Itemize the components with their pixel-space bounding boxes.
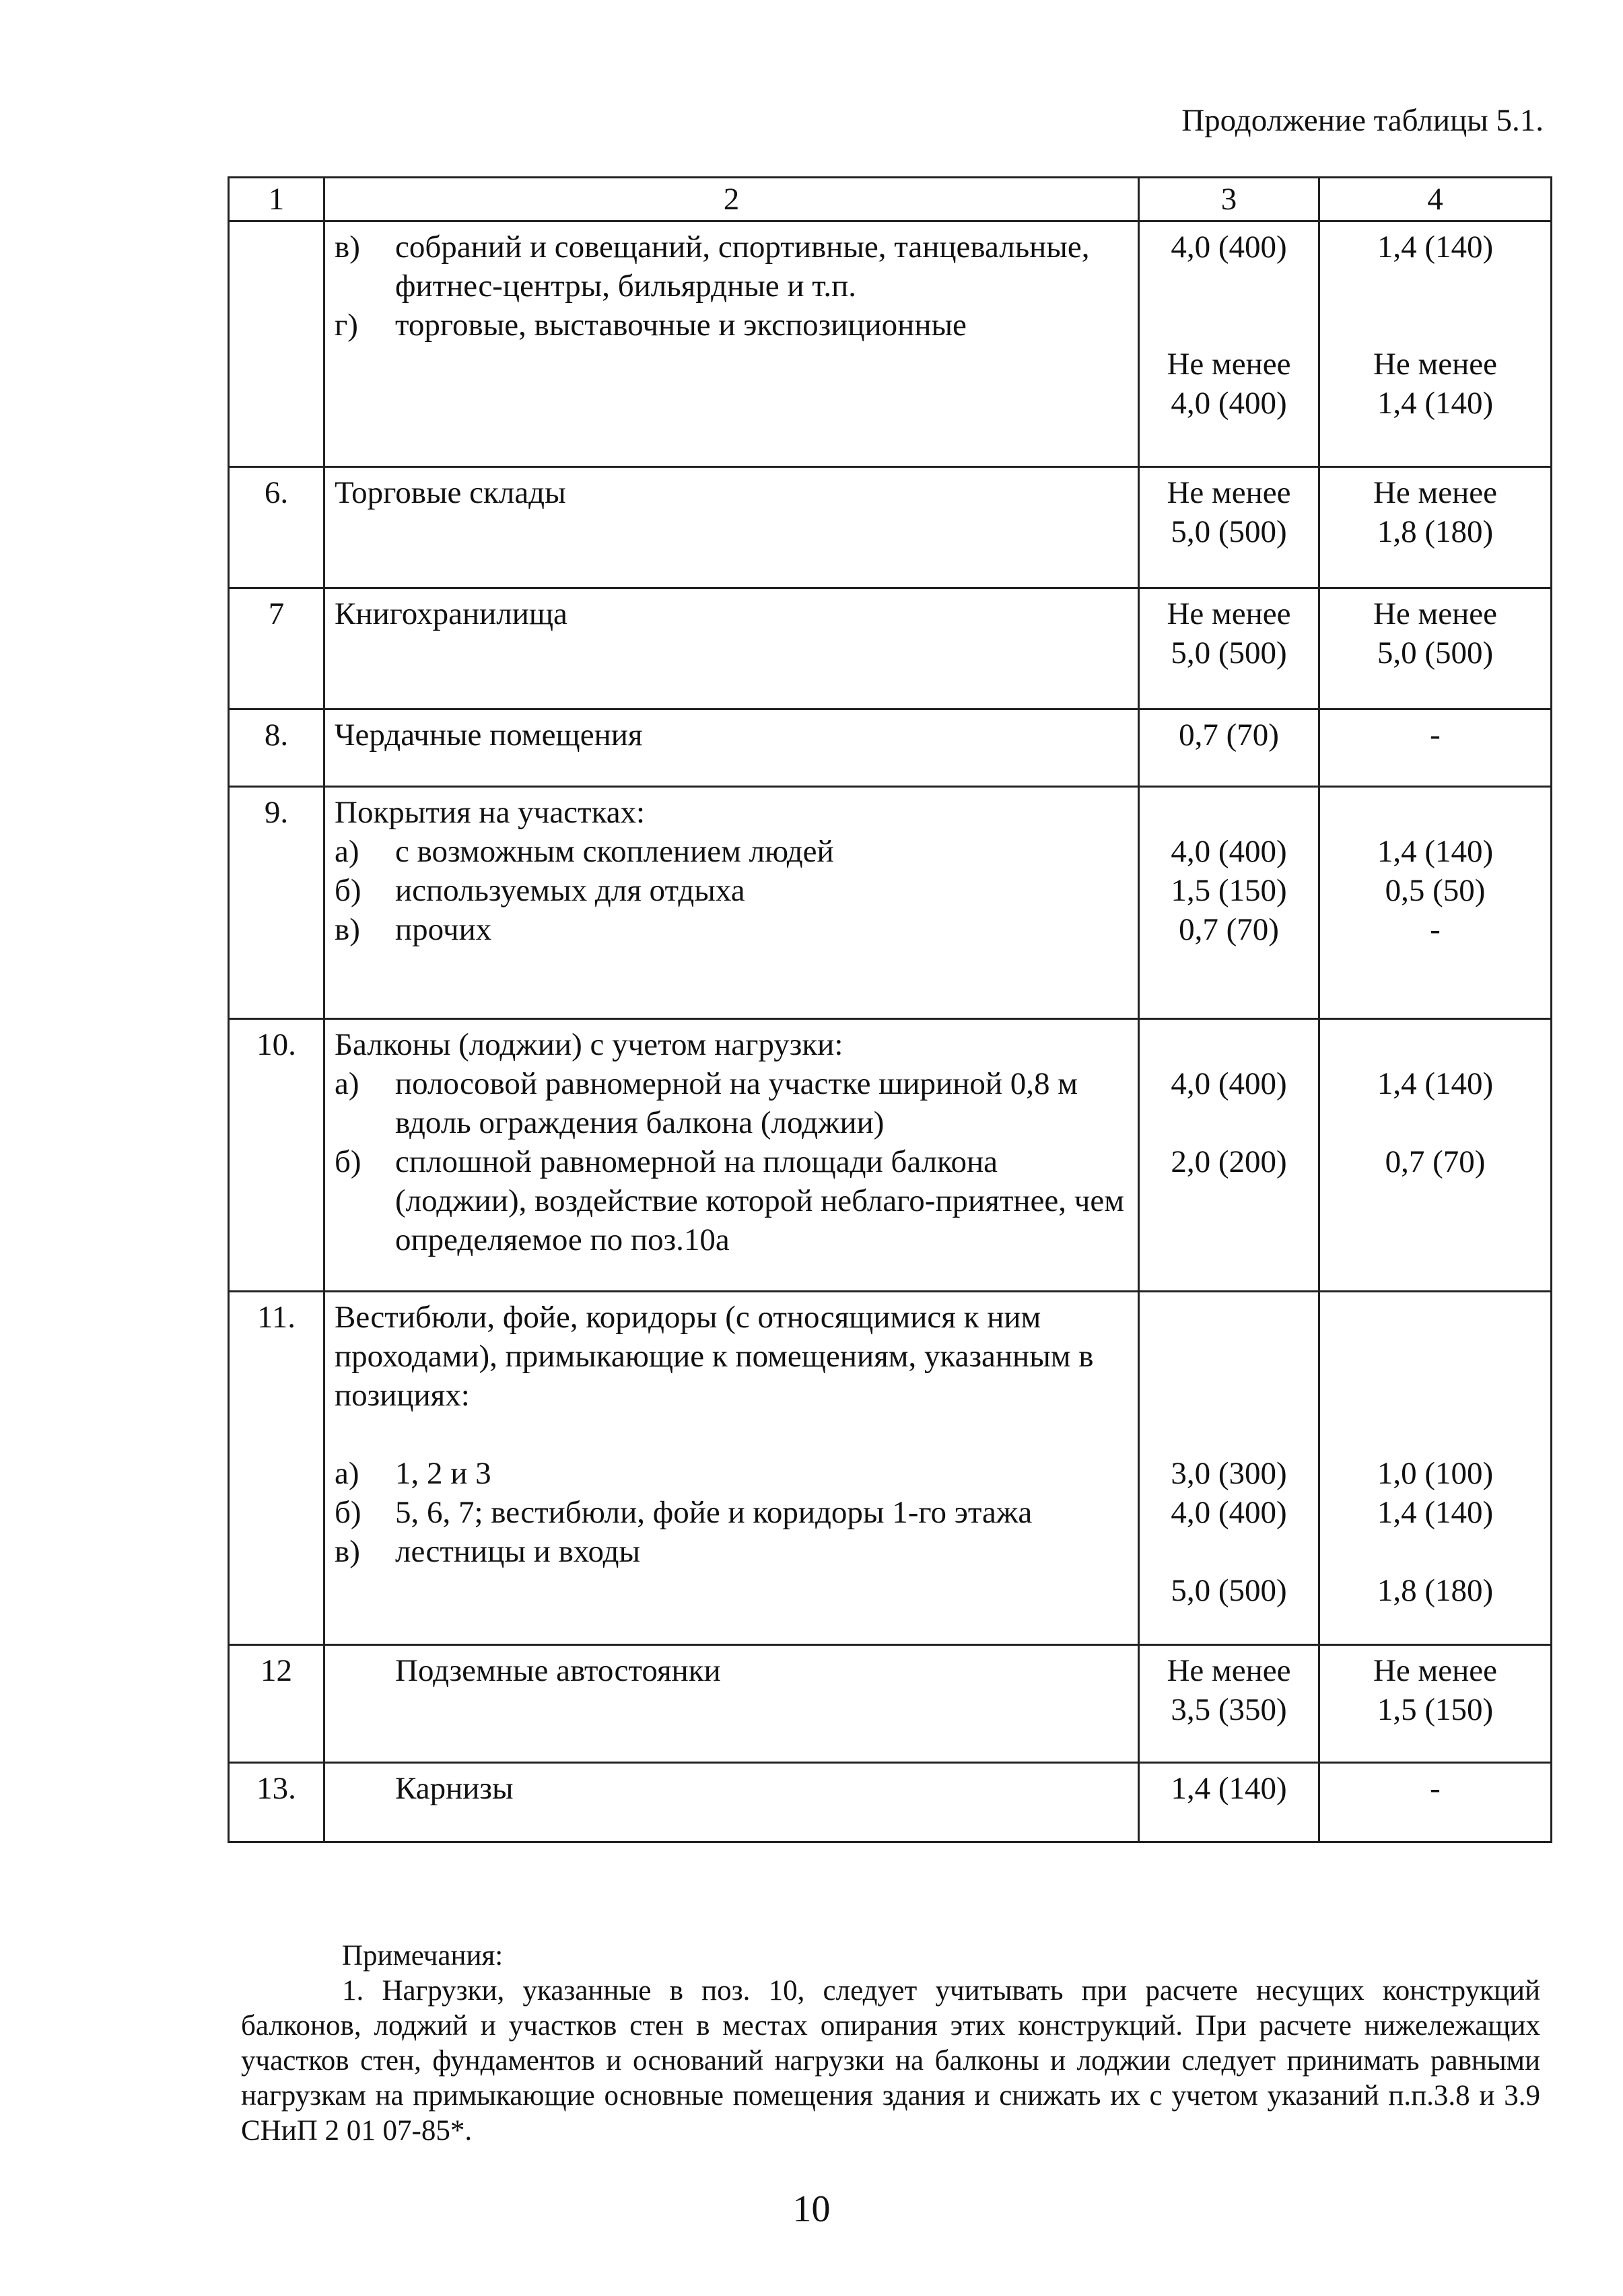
table-row bbox=[229, 1019, 1552, 1292]
list-item bbox=[335, 228, 1128, 306]
value: 5,0 (500) bbox=[1171, 635, 1287, 670]
col-header-3: 3 bbox=[1139, 178, 1319, 221]
value-col4 bbox=[1319, 1019, 1552, 1292]
value-col3: 0,7 (70) bbox=[1139, 709, 1319, 787]
value: 3,5 (350) bbox=[1171, 1692, 1287, 1727]
item-letter: а) bbox=[335, 1066, 359, 1101]
value: Не менее bbox=[1373, 475, 1498, 510]
row-number: 7 bbox=[229, 588, 324, 709]
row-title: Покрытия на участках: bbox=[335, 795, 646, 830]
row-number: 12 bbox=[229, 1645, 324, 1763]
value-col4 bbox=[1319, 588, 1552, 709]
table-row bbox=[229, 1292, 1552, 1645]
item-letter: а) bbox=[335, 1456, 359, 1491]
item-text: используемых для отдыха bbox=[395, 873, 745, 908]
value: 1,8 (180) bbox=[1377, 514, 1494, 549]
list-item bbox=[335, 871, 1128, 910]
table-row bbox=[229, 467, 1552, 588]
value: 1,4 (140) bbox=[1377, 1495, 1494, 1530]
value: 1,4 (140) bbox=[1377, 230, 1494, 265]
item-letter: б) bbox=[335, 1144, 361, 1179]
value: 1,4 (140) bbox=[1377, 386, 1494, 421]
col-header-4: 4 bbox=[1319, 178, 1552, 221]
row-number: 11. bbox=[229, 1292, 324, 1645]
page-number: 10 bbox=[792, 2188, 831, 2230]
note-paragraph: 1. Нагрузки, указанные в поз. 10, следует учитывать при расчете несущих конструкций балконов, лоджий и участков стен в местах опирания этих конструкций. При расчете нижележащих участков стен, фундаментов и оснований нагрузки на балконы и лоджии следует принимать равными нагрузкам на примыкающие основные помещения здания и снижать их с учетом указаний п.п.3.8 и 3.9 СНиП 2 01 07-85*. bbox=[241, 1975, 1540, 2147]
item-letter: в) bbox=[335, 230, 360, 265]
row-title: Карнизы bbox=[395, 1771, 514, 1806]
table-row bbox=[229, 1763, 1552, 1842]
notes-section bbox=[241, 1939, 1540, 2149]
value: Не менее bbox=[1167, 475, 1291, 510]
value: - bbox=[1430, 912, 1441, 947]
col-header-2: 2 bbox=[324, 178, 1139, 221]
item-text: торговые, выставочные и экспозиционные bbox=[395, 308, 967, 343]
row-number: 9. bbox=[229, 787, 324, 1019]
item-letter: в) bbox=[335, 1534, 360, 1569]
value: Не менее bbox=[1373, 596, 1498, 631]
item-letter: б) bbox=[335, 873, 361, 908]
row-number: 6. bbox=[229, 467, 324, 588]
value: 3,0 (300) bbox=[1171, 1456, 1287, 1491]
value-col4 bbox=[1319, 467, 1552, 588]
item-letter: в) bbox=[335, 912, 360, 947]
value-col3 bbox=[1139, 467, 1319, 588]
table-header-row bbox=[229, 178, 1552, 221]
value: Не менее bbox=[1167, 596, 1291, 631]
item-letter: а) bbox=[335, 834, 359, 869]
value: Не менее bbox=[1167, 1653, 1291, 1688]
list-item bbox=[335, 1493, 1128, 1532]
item-text: прочих bbox=[395, 912, 492, 947]
value-col4 bbox=[1319, 1645, 1552, 1763]
item-text: 5, 6, 7; вестибюли, фойе и коридоры 1-го этажа bbox=[395, 1495, 1033, 1530]
value-col3 bbox=[1139, 1292, 1319, 1645]
row-title: Балконы (лоджии) с учетом нагрузки: bbox=[335, 1027, 843, 1062]
row-description: Торговые склады bbox=[324, 467, 1139, 588]
row-number: 10. bbox=[229, 1019, 324, 1292]
list-item bbox=[335, 910, 1128, 949]
row-description: Чердачные помещения bbox=[324, 709, 1139, 787]
table-continuation-caption: Продолжение таблицы 5.1. bbox=[1181, 103, 1544, 138]
item-text: полосовой равномерной на участке шириной 0,8 м вдоль ограждения балкона (лоджии) bbox=[395, 1066, 1078, 1140]
value: 0,5 (50) bbox=[1385, 873, 1486, 908]
table-row bbox=[229, 709, 1552, 787]
value: 1,5 (150) bbox=[1377, 1692, 1494, 1727]
row-number: 13. bbox=[229, 1763, 324, 1842]
row-description: Книгохранилища bbox=[324, 588, 1139, 709]
value: 1,5 (150) bbox=[1171, 873, 1287, 908]
item-letter: б) bbox=[335, 1495, 361, 1530]
value: 5,0 (500) bbox=[1171, 514, 1287, 549]
item-letter: г) bbox=[335, 308, 358, 343]
list-item bbox=[335, 1064, 1128, 1142]
value-col3 bbox=[1139, 1019, 1319, 1292]
value: Не менее bbox=[1167, 347, 1291, 382]
value-col4 bbox=[1319, 787, 1552, 1019]
value: 4,0 (400) bbox=[1171, 1495, 1287, 1530]
value: 0,7 (70) bbox=[1179, 912, 1279, 947]
item-text: 1, 2 и 3 bbox=[395, 1456, 491, 1491]
col-header-1: 1 bbox=[229, 178, 324, 221]
table-row bbox=[229, 787, 1552, 1019]
row-description bbox=[324, 787, 1139, 1019]
value: 1,4 (140) bbox=[1377, 1066, 1494, 1101]
value-col3 bbox=[1139, 588, 1319, 709]
row-description bbox=[324, 1763, 1139, 1842]
value: 1,0 (100) bbox=[1377, 1456, 1494, 1491]
value-col4 bbox=[1319, 221, 1552, 467]
table-row bbox=[229, 1645, 1552, 1763]
item-text: с возможным скоплением людей bbox=[395, 834, 834, 869]
value: Не менее bbox=[1373, 1653, 1498, 1688]
notes-title: Примечания: bbox=[342, 1940, 504, 1972]
item-text: лестницы и входы bbox=[395, 1534, 641, 1569]
table-row bbox=[229, 588, 1552, 709]
value-col3 bbox=[1139, 1645, 1319, 1763]
row-title: Подземные автостоянки bbox=[395, 1653, 721, 1688]
list-item bbox=[335, 306, 1128, 345]
item-text: сплошной равномерной на площади балкона (лоджии), воздействие которой неблаго-приятнее, чем определяемое по поз.10а bbox=[395, 1144, 1125, 1257]
row-title: Вестибюли, фойе, коридоры (с относящимися к ним проходами), примыкающие к помещениям, указанным в позициях: bbox=[335, 1300, 1094, 1413]
value-col4 bbox=[1319, 1292, 1552, 1645]
list-item bbox=[335, 1532, 1128, 1571]
list-item bbox=[335, 832, 1128, 871]
value: 1,8 (180) bbox=[1377, 1573, 1494, 1608]
value-col3 bbox=[1139, 787, 1319, 1019]
loads-table bbox=[228, 176, 1552, 1843]
row-description bbox=[324, 1292, 1139, 1645]
row-number: 8. bbox=[229, 709, 324, 787]
row-description bbox=[324, 1645, 1139, 1763]
value: 4,0 (400) bbox=[1171, 834, 1287, 869]
value: 5,0 (500) bbox=[1377, 635, 1494, 670]
row-description bbox=[324, 221, 1139, 467]
row-number bbox=[229, 221, 324, 467]
value-col4: - bbox=[1319, 709, 1552, 787]
table-row bbox=[229, 221, 1552, 467]
value-col4: - bbox=[1319, 1763, 1552, 1842]
value-col3 bbox=[1139, 221, 1319, 467]
value: 2,0 (200) bbox=[1171, 1144, 1287, 1179]
value-col3: 1,4 (140) bbox=[1139, 1763, 1319, 1842]
value: 0,7 (70) bbox=[1385, 1144, 1486, 1179]
list-item bbox=[335, 1142, 1128, 1259]
value: Не менее bbox=[1373, 347, 1498, 382]
value: 5,0 (500) bbox=[1171, 1573, 1287, 1608]
row-description bbox=[324, 1019, 1139, 1292]
value: 4,0 (400) bbox=[1171, 1066, 1287, 1101]
value: 1,4 (140) bbox=[1377, 834, 1494, 869]
item-text: собраний и совещаний, спортивные, танцевальные, фитнес-центры, бильярдные и т.п. bbox=[395, 230, 1090, 304]
value: 4,0 (400) bbox=[1171, 230, 1287, 265]
list-item bbox=[335, 1454, 1128, 1493]
value: 4,0 (400) bbox=[1171, 386, 1287, 421]
